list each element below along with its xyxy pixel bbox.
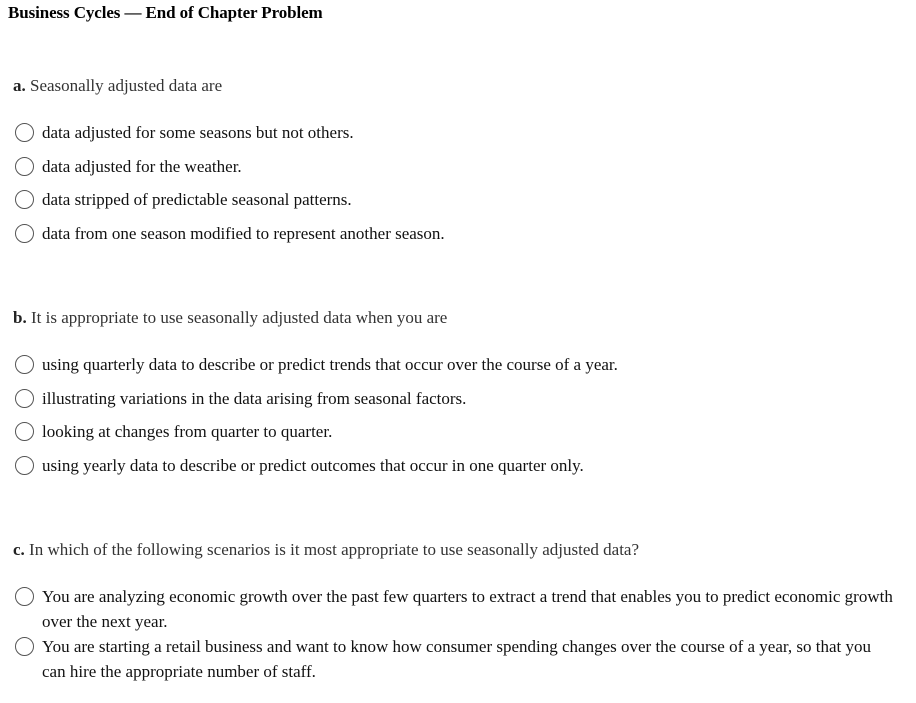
option-c-1-label: You are analyzing economic growth over the past few quarters to extract a trend that enables you to predict economic growth over the next year. (42, 587, 893, 631)
question-c (13, 540, 639, 560)
option-b-2-label: illustrating variations in the data arising from seasonal factors. (42, 388, 467, 408)
question-a-letter: a. (13, 76, 26, 95)
radio-button[interactable] (15, 456, 34, 475)
option-c-1[interactable] (15, 584, 895, 634)
option-c-2-label: You are starting a retail business and want to know how consumer spending changes over the course of a year, so that you can hire the appropriate number of staff. (42, 637, 871, 681)
question-c-options (15, 584, 895, 684)
radio-button[interactable] (15, 389, 34, 408)
radio-button[interactable] (15, 422, 34, 441)
question-a-options (15, 120, 895, 254)
question-b (13, 308, 447, 328)
option-b-2[interactable] (15, 386, 895, 420)
option-b-1-label: using quarterly data to describe or predict trends that occur over the course of a year. (42, 355, 618, 374)
radio-button[interactable] (15, 224, 34, 243)
question-c-letter: c. (13, 540, 25, 559)
question-b-options (15, 352, 895, 486)
question-b-letter: b. (13, 308, 27, 327)
option-a-1[interactable] (15, 120, 895, 154)
option-b-3[interactable] (15, 419, 895, 453)
option-a-2[interactable] (15, 154, 895, 188)
option-b-4[interactable] (15, 453, 895, 487)
option-c-2[interactable] (15, 634, 895, 684)
option-a-3[interactable] (15, 187, 895, 221)
option-a-2-label: data adjusted for the weather. (42, 156, 242, 176)
option-b-1[interactable] (15, 352, 895, 386)
option-b-3-label: looking at changes from quarter to quarter. (42, 422, 333, 441)
question-b-prompt: It is appropriate to use seasonally adjusted data when you are (30, 308, 448, 327)
question-a-prompt: Seasonally adjusted data are (30, 76, 223, 95)
option-a-3-label: data stripped of predictable seasonal patterns. (42, 190, 352, 209)
radio-button[interactable] (15, 123, 34, 142)
radio-button[interactable] (15, 587, 34, 606)
page-title: Business Cycles — End of Chapter Problem (8, 3, 323, 22)
radio-button[interactable] (15, 355, 34, 374)
radio-button[interactable] (15, 190, 34, 209)
option-a-4[interactable] (15, 221, 895, 255)
radio-button[interactable] (15, 637, 34, 656)
option-b-4-label: using yearly data to describe or predict outcomes that occur in one quarter only. (42, 455, 584, 475)
question-c-prompt: In which of the following scenarios is it most appropriate to use seasonally adjusted data? (29, 540, 640, 559)
option-a-4-label: data from one season modified to represent another season. (42, 223, 445, 243)
radio-button[interactable] (15, 157, 34, 176)
option-a-1-label: data adjusted for some seasons but not others. (42, 123, 354, 142)
question-a (13, 76, 222, 96)
